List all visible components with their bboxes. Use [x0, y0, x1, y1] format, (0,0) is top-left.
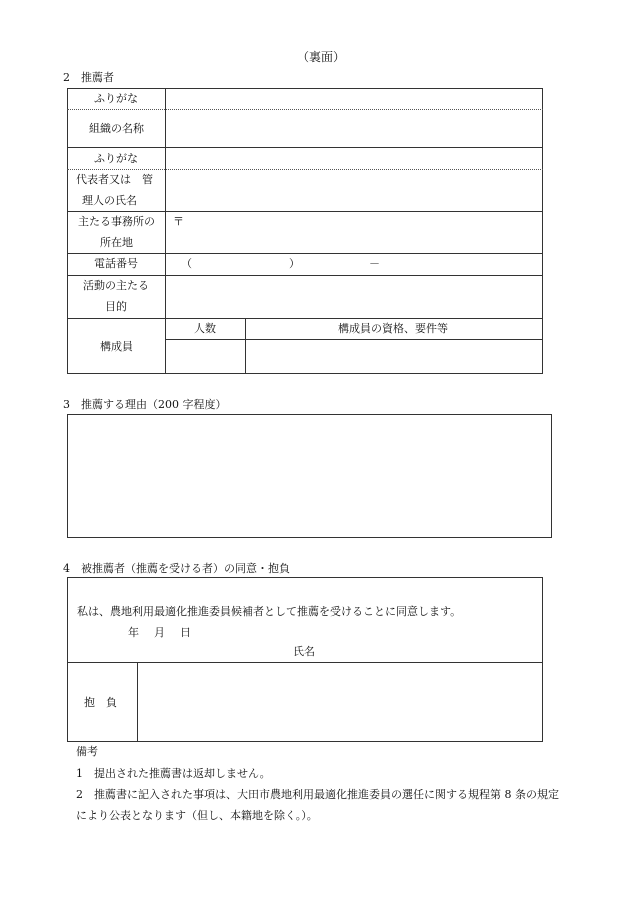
furigana-label-1: ふりがな [94, 92, 138, 105]
members-label: 構成員 [100, 340, 133, 353]
section4-heading: 4 被推薦者（推薦を受ける者）の同意・抱負 [63, 562, 290, 575]
remarks-heading: 備考 [76, 745, 98, 758]
activity-label-line2: 目的 [105, 300, 127, 313]
representative-label-line2: 理人の氏名 [82, 194, 137, 207]
remark-note-2-line2: により公表となります（但し、本籍地を除く。）。 [76, 809, 318, 822]
office-label-line2: 所在地 [100, 236, 133, 249]
representative-label-line1: 代表者又は 管 [76, 173, 153, 186]
activity-purpose-field[interactable] [166, 276, 542, 318]
aspiration-label: 抱 負 [84, 696, 117, 709]
members-count-field[interactable] [166, 340, 245, 373]
office-address-field[interactable] [186, 212, 542, 253]
name-label: 氏名 [293, 645, 315, 658]
month-label: 月 [154, 626, 165, 639]
org-name-field[interactable] [166, 110, 542, 147]
remark-note-1: 1 提出された推薦書は返却しません。 [76, 767, 271, 780]
section3-heading: 3 推薦する理由（200 字程度） [63, 398, 227, 411]
furigana-label-2: ふりがな [94, 152, 138, 165]
activity-label-line1: 活動の主たる [83, 279, 149, 292]
signature-name-field[interactable] [320, 640, 542, 661]
page-title: （裏面） [297, 50, 346, 64]
phone-close-paren: ） [289, 257, 300, 270]
phone-label: 電話番号 [94, 257, 138, 270]
office-label-line1: 主たる事務所の [78, 215, 155, 228]
members-qualification-header: 構成員の資格、要件等 [338, 322, 448, 335]
org-name-label: 組織の名称 [89, 122, 144, 135]
year-label: 年 [128, 626, 139, 639]
phone-field[interactable] [190, 254, 542, 275]
section2-heading: 2 推薦者 [63, 71, 114, 84]
consent-text: 私は、農地利用最適化推進委員候補者として推薦を受けることに同意します。 [77, 605, 462, 618]
day-label: 日 [180, 626, 191, 639]
members-qualification-field[interactable] [246, 340, 542, 373]
members-count-header: 人数 [194, 322, 216, 335]
representative-name-field[interactable] [166, 170, 542, 211]
phone-open-paren: （ [181, 257, 192, 270]
reason-field[interactable] [67, 414, 552, 538]
remark-note-2-line1: 2 推薦書に記入された事項は、大田市農地利用最適化推進委員の選任に関する規程第 8 条の規定 [76, 788, 559, 801]
aspiration-field[interactable] [138, 663, 542, 741]
postal-mark: 〒 [173, 215, 184, 228]
phone-dash: － [369, 257, 380, 270]
furigana-field-2[interactable] [166, 148, 542, 169]
furigana-field-1[interactable] [166, 89, 542, 109]
